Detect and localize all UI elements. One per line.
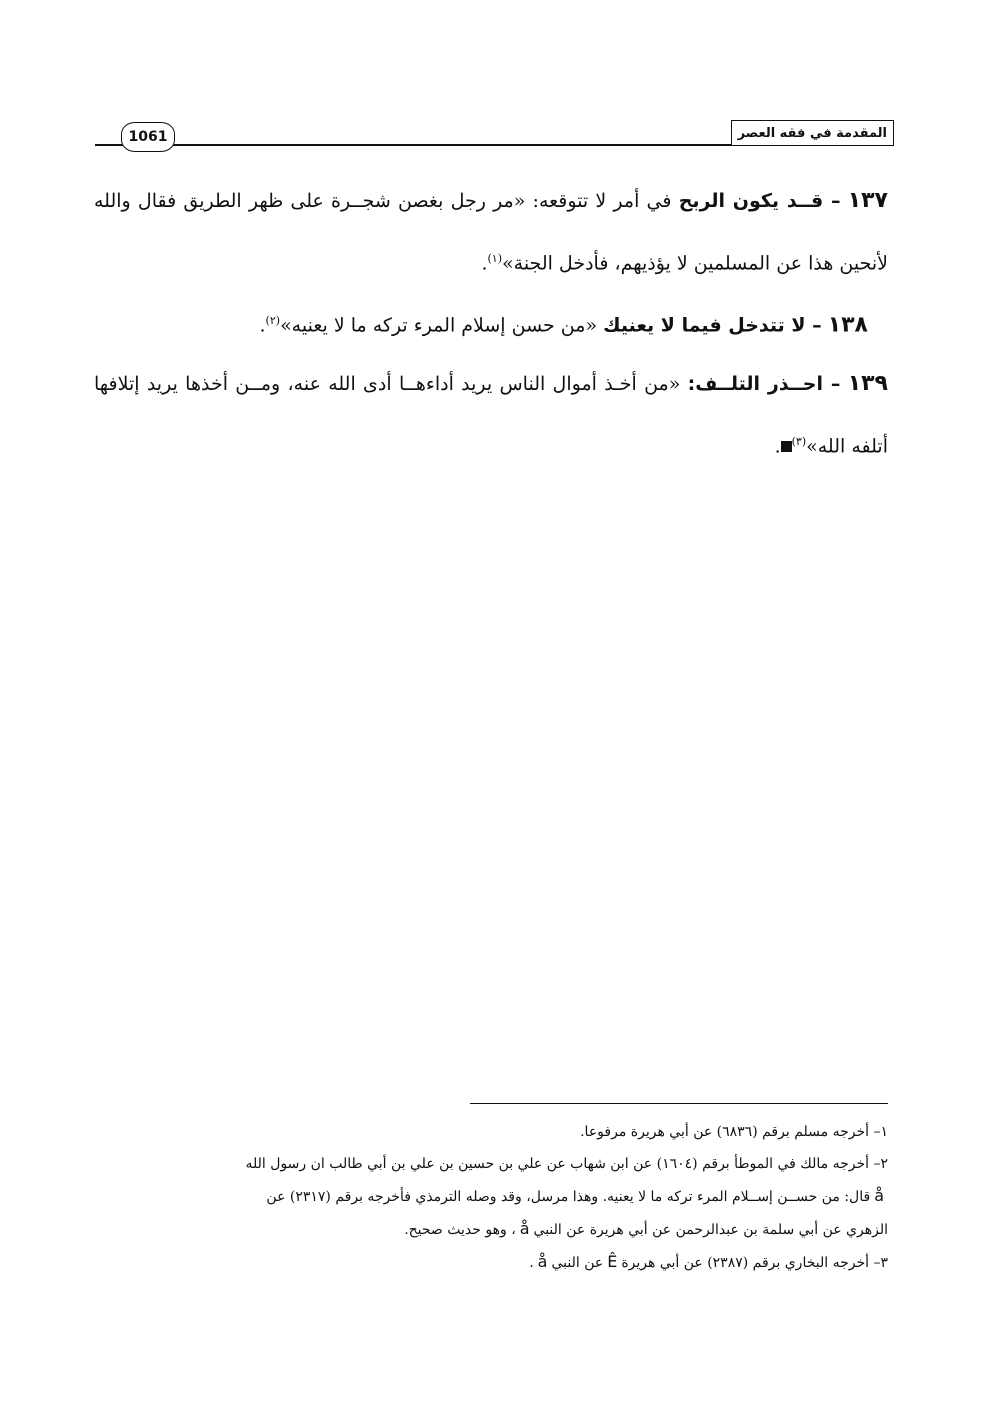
page-number: 1061 — [121, 122, 175, 152]
footnote-3: ٣– أخرجه البخاري برقم (٢٣٨٧) عن أبي هريرةÊعن النبيå. — [529, 1252, 888, 1271]
honorific-icon: å — [874, 1186, 884, 1205]
book-title: المقدمة في فقه العصر — [731, 120, 894, 145]
honorific-icon: Ê — [607, 1252, 618, 1271]
entry-text: في أمر لا تتوقعه: «مر رجل بغصن شجــرة على ظهر الطريق فقال والله لأنحين هذا عن المسلمين لا يؤذيهم، فأدخل الجنة» — [94, 190, 888, 275]
footnote-ref: (١) — [487, 252, 503, 265]
entry-number: ١٣٩ — [847, 370, 888, 396]
honorific-icon: å — [519, 1219, 530, 1238]
footnote-separator — [470, 1103, 888, 1104]
end-mark-icon — [781, 441, 792, 452]
entry-number: ١٣٧ — [847, 188, 888, 213]
entry-text: «من أخـذ أموال الناس يريد أداءهــا أدى الله عنه، ومــن أخذها يريد إتلافها أتلفه الله» — [94, 372, 888, 457]
entry-heading: لا تتدخل فيما لا يعنيك — [603, 314, 806, 337]
honorific-icon: å — [537, 1252, 548, 1271]
footnote-ref: (٣) — [791, 434, 807, 448]
entry-137: ١٣٧ – قــد يكون الربح في أمر لا تتوقعه: «مر رجل بغصن شجــرة على ظهر الطريق فقال والله لأنحين هذا عن المسلمين لا يؤذيهم، فأدخل الجنة»$^{(١)}$. — [94, 188, 888, 275]
entry-139: ١٣٩ – احــذر التلــف: «من أخـذ أموال الناس يريد أداءهــا أدى الله عنه، ومــن أخذها يريد إتلافها أتلفه الله»$^{(٣)}$. — [94, 370, 888, 457]
entry-heading: احــذر التلــف: — [687, 372, 824, 395]
entry-heading: قــد يكون الربح — [678, 190, 824, 212]
footnote-2-cont: åقال: من حســن إســلام المرء تركه ما لا يعنيه. وهذا مرسل، وقد وصله الترمذي فأخرجه برقم (٢٣١٧) عن — [266, 1186, 884, 1205]
footnotes — [94, 1116, 888, 1279]
page-header — [95, 118, 894, 152]
footnote-1: ١– أخرجه مسلم برقم (٦٨٣٦) عن أبي هريرة مرفوعا. — [580, 1124, 888, 1140]
main-text — [94, 172, 888, 475]
footnote-2-end: الزهري عن أبي سلمة بن عبدالرحمن عن أبي هريرة عن النبيå، وهو حديث صحيح. — [404, 1219, 888, 1238]
footnote-2: ٢– أخرجه مالك في الموطأ برقم (١٦٠٤) عن ابن شهاب عن علي بن حسين بن علي بن أبي طالب ان رسول الله — [245, 1156, 888, 1172]
entry-text: «من حسن إسلام المرء تركه ما لا يعنيه» — [280, 314, 598, 337]
footnote-ref: (٢) — [265, 314, 281, 328]
entry-138: ١٣٨ – لا تتدخل فيما لا يعنيك «من حسن إسلام المرء تركه ما لا يعنيه»$^{(٢)}$. — [259, 312, 868, 338]
entry-number: ١٣٨ — [827, 312, 868, 338]
